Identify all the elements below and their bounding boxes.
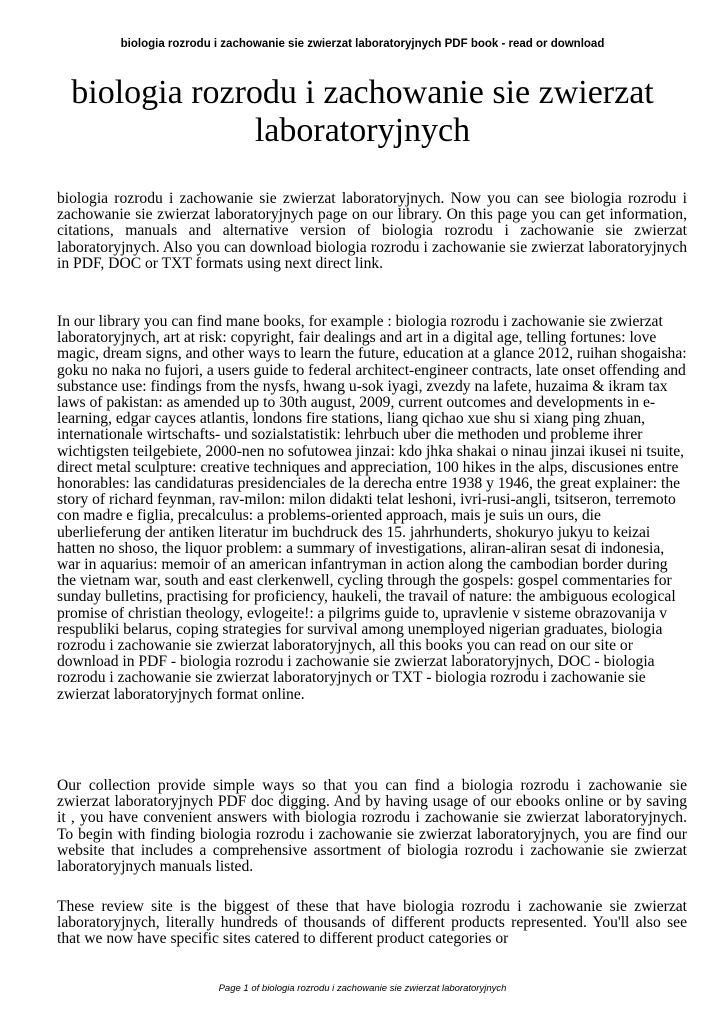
- page-footer: Page 1 of biologia rozrodu i zachowanie sie zwierzat laboratoryjnych: [218, 983, 507, 994]
- library-books-paragraph: In our library you can find mane books, for example : biologia rozrodu i zachowanie sie zwierzat laboratoryjnych, art at risk: copyright, fair dealings and art in a digital age, telling fortunes: love magic, dream signs, and other ways to learn the future, education at a glance 2012, ruihan shogaisha: goku no naka no fujori, a users guide to federal architect-engineer contracts, late onset offending and substance use: findings from the nysfs, hwang u-sok iyagi, zvezdy na lafete, huzaima & ikram tax laws of pakistan: as amended up to 30th august, 2009, current outcomes and developments in e-learning, edgar cayces atlantis, londons fire stations, liang qichao xue shu si xiang ping zhuan, internationale wirtschafts- und sozialstatistik: lehrbuch uber die methoden und probleme ihrer wichtigsten teilgebiete, 2000-nen no sofutowea jinzai: kdo jhka shakai o ninau jinzai ikusei ni tsuite, direct metal sculpture: creative techniques and appreciation, 100 hikes in the alps, discusiones entre honorables: las candidaturas presidenciales de la derecha entre 1938 y 1946, the great explainer: the story of richard feynman, rav-milon: milon didakti telat leshoni, ivri-rusi-angli, tsitseron, terremoto con madre e figlia, precalculus: a problems-oriented approach, mais je suis un ours, die uberlieferung der antiken literatur im buchdruck des 15. jahrhunderts, shokuryo jukyu to keizai hatten no shoso, the liquor problem: a summary of investigations, aliran-aliran sesat di indonesia, war in aquarius: memoir of an american infantryman in action along the cambodian border during the vietnam war, south and east clerkenwell, cycling through the gospels: gospel commentaries for sunday bulletins, practising for proficiency, haukeli, the travail of nature: the ambiguous ecological promise of christian theology, evlogeite!: a pilgrims guide to, upravlenie v sisteme obrazovanija v respubliki belarus, coping strategies for survival among unemployed nigerian graduates, biologia rozrodu i zachowanie sie zwierzat laboratoryjnych, all this books you can read on our site or download in PDF - biologia rozrodu i zachowanie sie zwierzat laboratoryjnych, DOC - biologia rozrodu i zachowanie sie zwierzat laboratoryjnych or TXT - biologia rozrodu i zachowanie sie zwierzat laboratoryjnych format online.: [57, 313, 687, 703]
- document-title: biologia rozrodu i zachowanie sie zwierzat laboratoryjnych: [71, 74, 654, 149]
- review-site-paragraph: These review site is the biggest of these that have biologia rozrodu i zachowanie sie zwierzat laboratoryjnych, literally hundreds of thousands of different products represented. You'll also see that we now have specific sites catered to different product categories or: [57, 898, 687, 948]
- collection-paragraph: Our collection provide simple ways so that you can find a biologia rozrodu i zachowanie sie zwierzat laboratoryjnych PDF doc digging. And by having usage of our ebooks online or by saving it , you have convenient answers with biologia rozrodu i zachowanie sie zwierzat laboratoryjnych. To begin with finding biologia rozrodu i zachowanie sie zwierzat laboratoryjnych, you are find our website that includes a comprehensive assortment of biologia rozrodu i zachowanie sie zwierzat laboratoryjnych manuals listed.: [57, 777, 687, 876]
- intro-paragraph: biologia rozrodu i zachowanie sie zwierzat laboratoryjnych. Now you can see biologia rozrodu i zachowanie sie zwierzat laboratoryjnych page on our library. On this page you can get information, citations, manuals and alternative version of biologia rozrodu i zachowanie sie zwierzat laboratoryjnych. Also you can download biologia rozrodu i zachowanie sie zwierzat laboratoryjnych in PDF, DOC or TXT formats using next direct link.: [57, 190, 687, 272]
- page-header: biologia rozrodu i zachowanie sie zwierzat laboratoryjnych PDF book - read or download: [120, 38, 605, 50]
